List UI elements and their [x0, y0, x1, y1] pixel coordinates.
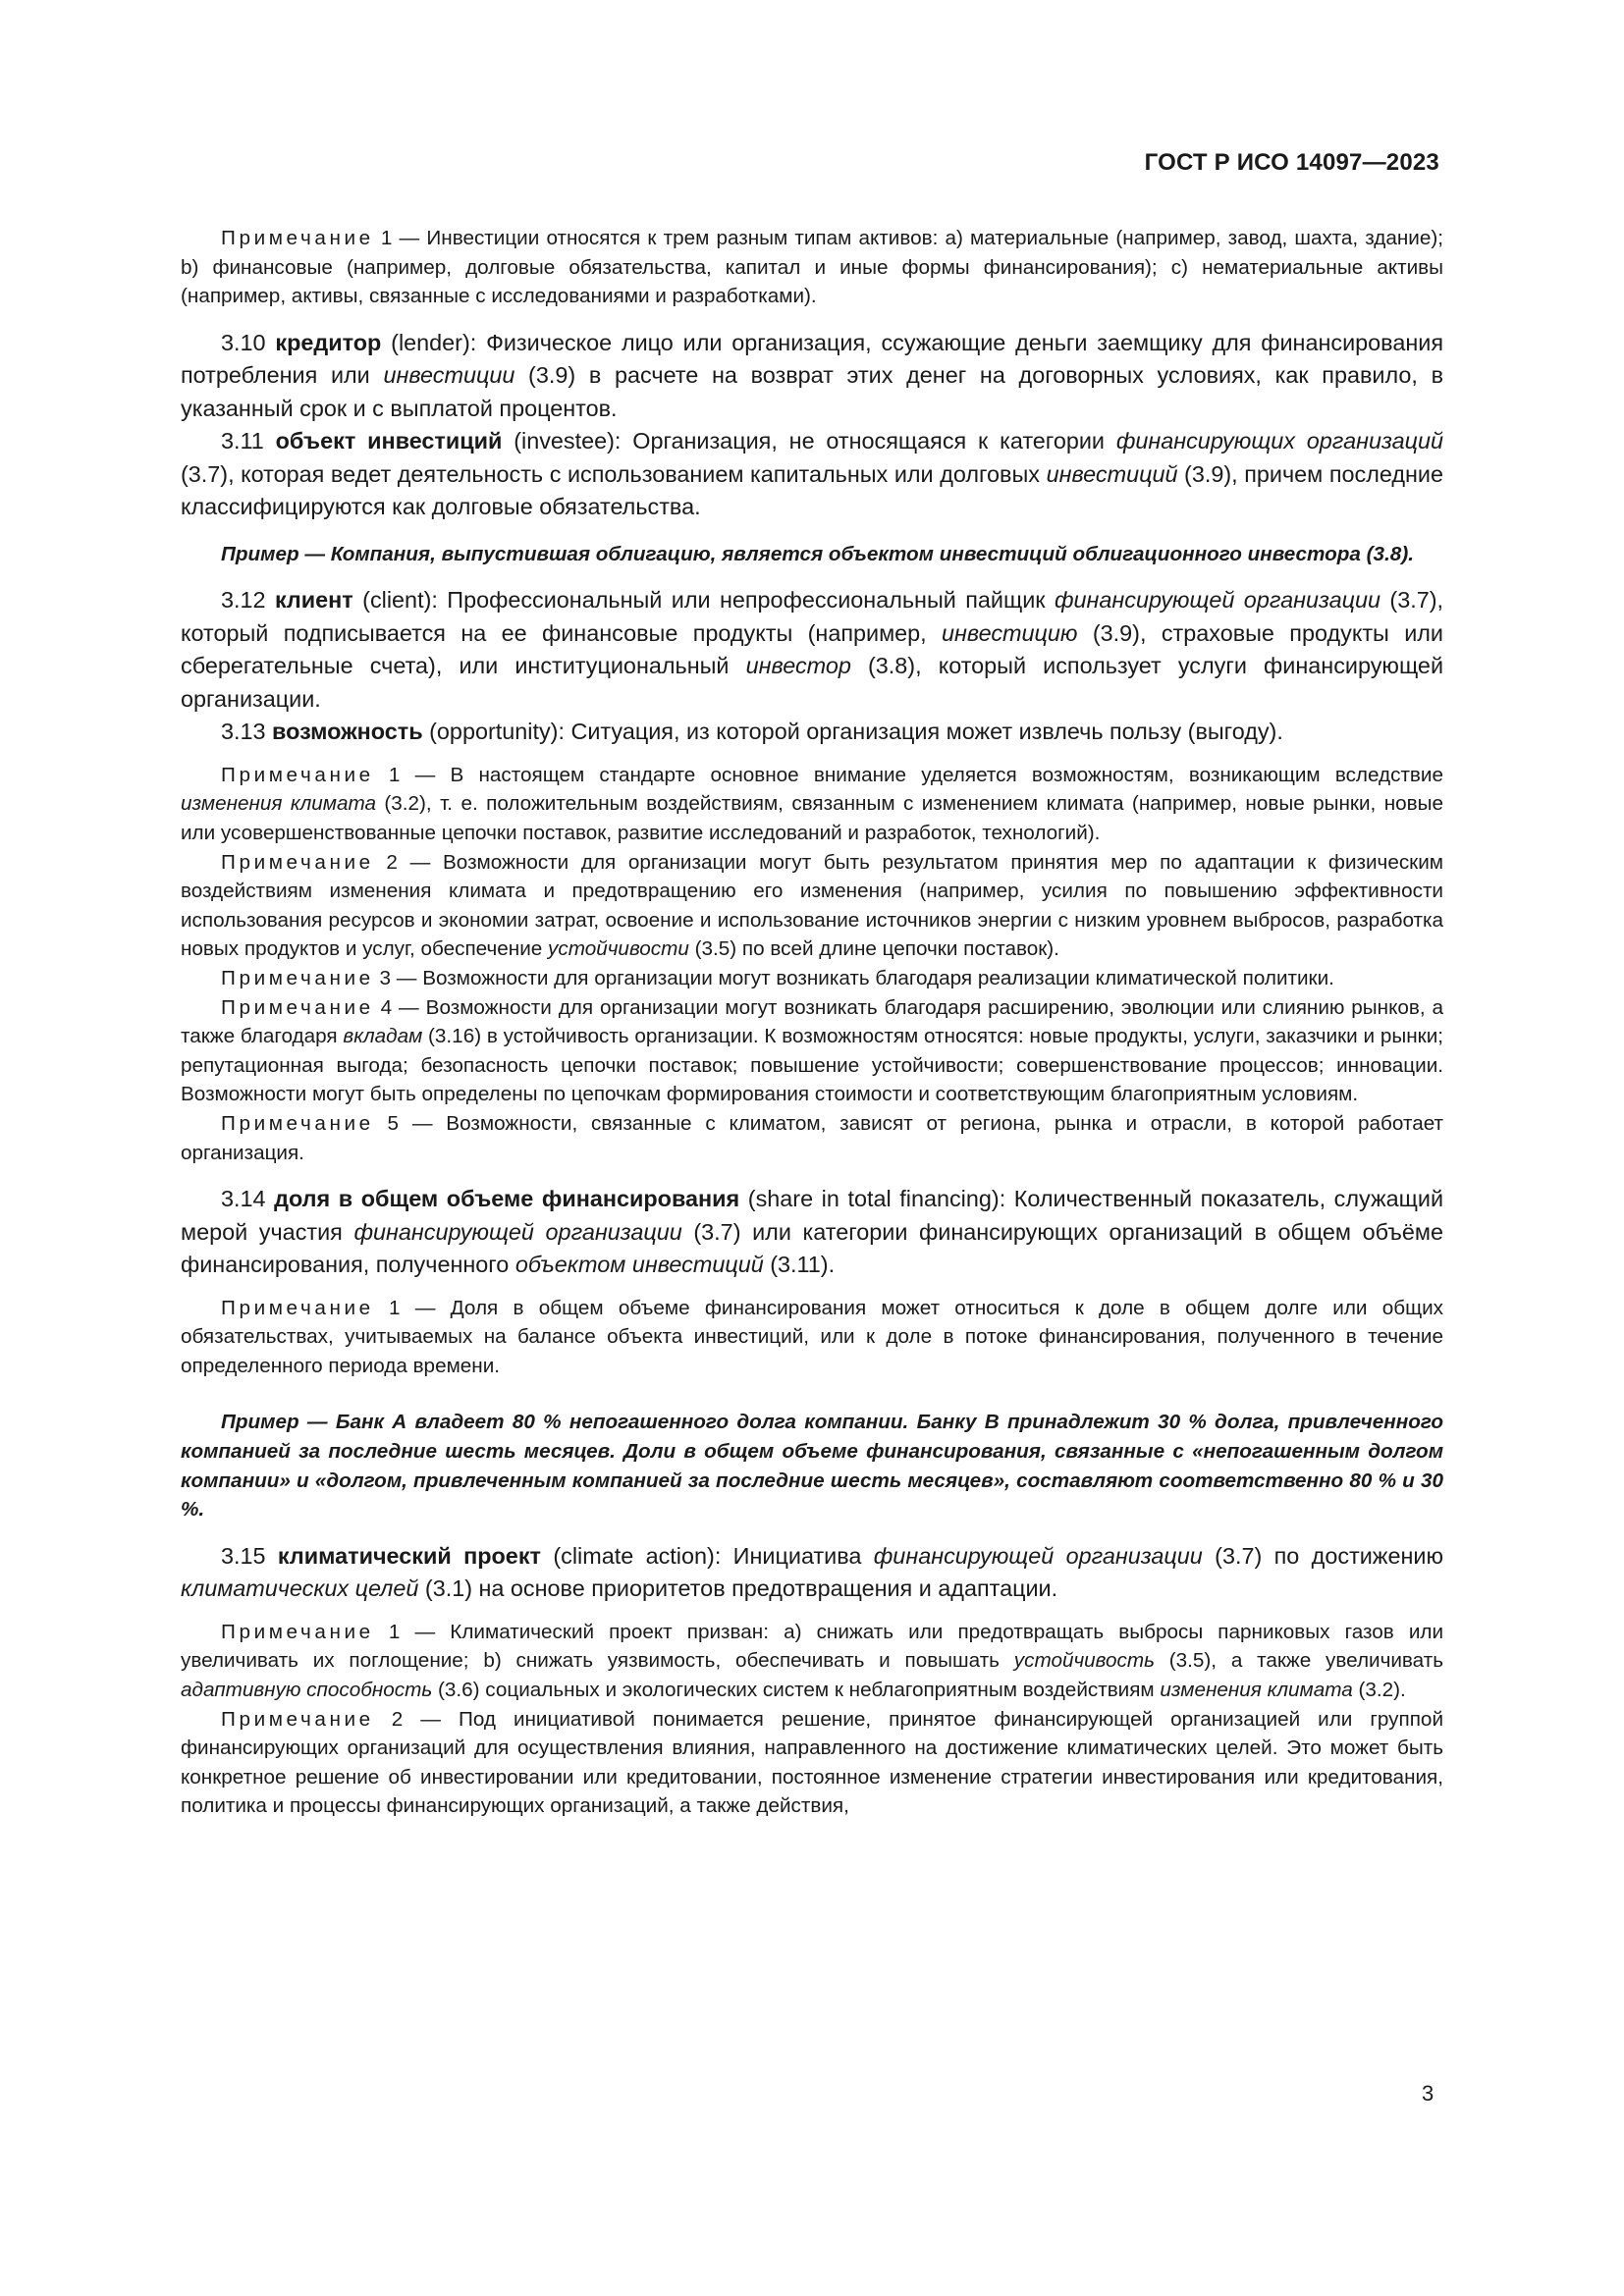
term-name: климатический проект	[277, 1542, 541, 1569]
note-opportunity-3: Примечание 3 — Возможности для организации могут возникать благодаря реализации климатической политики.	[221, 967, 1334, 990]
note-share-1: Примечание 1 — Доля в общем объеме финансирования может относиться к доле в общем долге или общих обязательствах, учитываемых на балансе объекта инвестиций, или к доле в потоке финансирования, полученного в течение определенного периода времени.	[181, 1296, 1443, 1377]
term-name: объект инвестиций	[275, 428, 503, 454]
term-name: кредитор	[275, 329, 382, 355]
note-opportunity-4: Примечание 4 — Возможности для организации могут возникать благодаря расширению, эволюции или слиянию рынков, а также благодаря вкладам (3.16) в устойчивость организации. К возможностям относятся: новые продукты, услуги, заказчики и рынки; репутационная выгода; безопасность цепочки поставок; повышение устойчивости; совершенствование процессов; инновации. Возможности могут быть определены по цепочкам формирования стоимости и соответствующим благоприятным условиям.	[181, 995, 1444, 1106]
term-3-12-client: 3.12 клиент (client): Профессиональный или непрофессиональный пайщик финансирующей организации (3.7), который подписывается на ее финансовые продукты (например, инвестицию (3.9), страховые продукты или сберегательные счета), или институциональный инвестор (3.8), который использует услуги финансирующей организации.	[181, 587, 1444, 712]
term-reference: объектом инвестиций	[514, 1252, 764, 1278]
term-reference: изменения климата	[1160, 1679, 1353, 1702]
term-reference: инвестиций	[1046, 460, 1178, 487]
term-reference: устойчивости	[548, 937, 689, 961]
term-3-13-opportunity: 3.13 возможность (opportunity): Ситуация, из которой организация может извлечь пользу (выгоду).	[221, 719, 1283, 745]
term-name: возможность	[272, 719, 423, 745]
term-reference: вкладам	[343, 1025, 423, 1048]
term-reference: инвестиции	[383, 362, 515, 389]
term-reference: климатических целей	[181, 1575, 419, 1602]
term-reference: изменения климата	[181, 792, 376, 816]
note-climate-action-1: Примечание 1 — Климатический проект призван: а) снижать или предотвращать выбросы парниковых газов или увеличивать их поглощение; b) снижать уязвимость, обеспечивать и повышать устойчивость (3.5), а также увеличивать адаптивную способность (3.6) социальных и экологических систем к неблагоприятным воздействиям изменения климата (3.2).	[181, 1620, 1444, 1702]
note-opportunity-2: Примечание 2 — Возможности для организации могут быть результатом принятия мер по адаптации к физическим воздействиям изменения климата и предотвращению его изменения (например, усилия по повышению эффективности использования ресурсов и экономии затрат, освоение и использование источников энергии с низким уровнем выбросов, разработка новых продуктов и услуг, обеспечение устойчивости (3.5) по всей длине цепочки поставок).	[181, 850, 1444, 961]
term-reference: финансирующей организации	[873, 1542, 1203, 1569]
note-label: Примечание	[221, 1296, 374, 1319]
term-3-10-lender: 3.10 кредитор (lender): Физическое лицо или организация, ссужающие деньги заемщику для финансирования потребления или инвестиции (3.9) в расчете на возврат этих денег на договорных условиях, как правило, в указанный срок и с выплатой процентов.	[181, 329, 1444, 421]
note-opportunity-5: Примечание 5 — Возможности, связанные с климатом, зависят от региона, рынка и отрасли, в которой работает организация.	[181, 1112, 1443, 1164]
term-name: доля в общем объеме финансирования	[274, 1186, 740, 1212]
example-investee: Пример — Компания, выпустившая облигацию, является объектом инвестиций облигационного инвестора (3.8).	[221, 542, 1414, 565]
term-reference: инвестор	[745, 653, 851, 679]
document-code-header: ГОСТ Р ИСО 14097—2023	[1144, 149, 1439, 176]
term-reference: инвестицию	[942, 619, 1078, 646]
term-3-15-climate-action: 3.15 климатический проект (climate action): Инициатива финансирующей организации (3.7) по достижению климатических целей (3.1) на основе приоритетов предотвращения и адаптации.	[181, 1542, 1443, 1602]
note-label: Примечание	[221, 1620, 374, 1643]
example-label: Пример	[221, 542, 299, 565]
term-reference: финансирующей организации	[1054, 587, 1380, 614]
note-label: Примечание	[221, 1112, 374, 1135]
note-opportunity-1: Примечание 1 — В настоящем стандарте основное внимание уделяется возможностям, возникающим вследствие изменения климата (3.2), т. е. положительным воздействиям, связанным с изменением климата (например, новые рынки, новые или усовершенствованные цепочки поставок, развитие исследований и разработок, технологий).	[181, 763, 1443, 845]
note-label: Примечание	[221, 1707, 374, 1731]
term-reference: устойчивость	[1013, 1649, 1155, 1673]
term-3-14-share-in-total-financing: 3.14 доля в общем объеме финансирования (share in total financing): Количественный показатель, служащий мерой участия финансирующей организации (3.7) или категории финансирующих организаций в общем объёме финансирования, полученного объектом инвестиций (3.11).	[181, 1186, 1444, 1278]
example-share: Пример — Банк А владеет 80 % непогашенного долга компании. Банку В принадлежит 30 % долга, привлеченного компанией за последние шесть месяцев. Доли в общем объеме финансирования, связанные с «непогашенным долгом компании» и «долгом, привлеченным компанией за последние шесть месяцев», составляют соответственно 80 % и 30 %.	[181, 1411, 1443, 1522]
term-3-11-investee: 3.11 объект инвестиций (investee): Организация, не относящаяся к категории финансирующих организаций (3.7), которая ведет деятельность с использованием капитальных или долговых инвестиций (3.9), причем последние классифицируются как долговые обязательства.	[181, 428, 1444, 520]
term-reference: финансирующих организаций	[1115, 428, 1443, 454]
note-label: Примечание	[221, 763, 374, 786]
note-label: Примечание	[221, 227, 374, 249]
note-label: Примечание	[221, 967, 374, 990]
note-climate-action-2: Примечание 2 — Под инициативой понимается решение, принятое финансирующей организацией или группой финансирующих организаций для осуществления влияния, направленного на достижение климатических целей. Это может быть конкретное решение об инвестировании или кредитовании, постоянное изменение стратегии инвестирования или кредитования, политика и процессы финансирующих организаций, а также действия,	[181, 1707, 1443, 1818]
note-label: Примечание	[221, 995, 374, 1019]
term-reference: финансирующей организации	[353, 1218, 682, 1245]
term-name: клиент	[274, 587, 353, 614]
page-content	[181, 224, 1443, 1821]
term-reference: адаптивную способность	[181, 1679, 433, 1702]
note-investments-types: Примечание 1 — Инвестиции относятся к трем разным типам активов: а) материальные (например, завод, шахта, здание); b) финансовые (например, долговые обязательства, капитал и иные формы финансирования); c) нематериальные активы (например, активы, связанные с исследованиями и разработками).	[181, 227, 1443, 308]
example-label: Пример	[221, 1411, 299, 1434]
note-label: Примечание	[221, 850, 374, 874]
page-number: 3	[1422, 2081, 1435, 2106]
